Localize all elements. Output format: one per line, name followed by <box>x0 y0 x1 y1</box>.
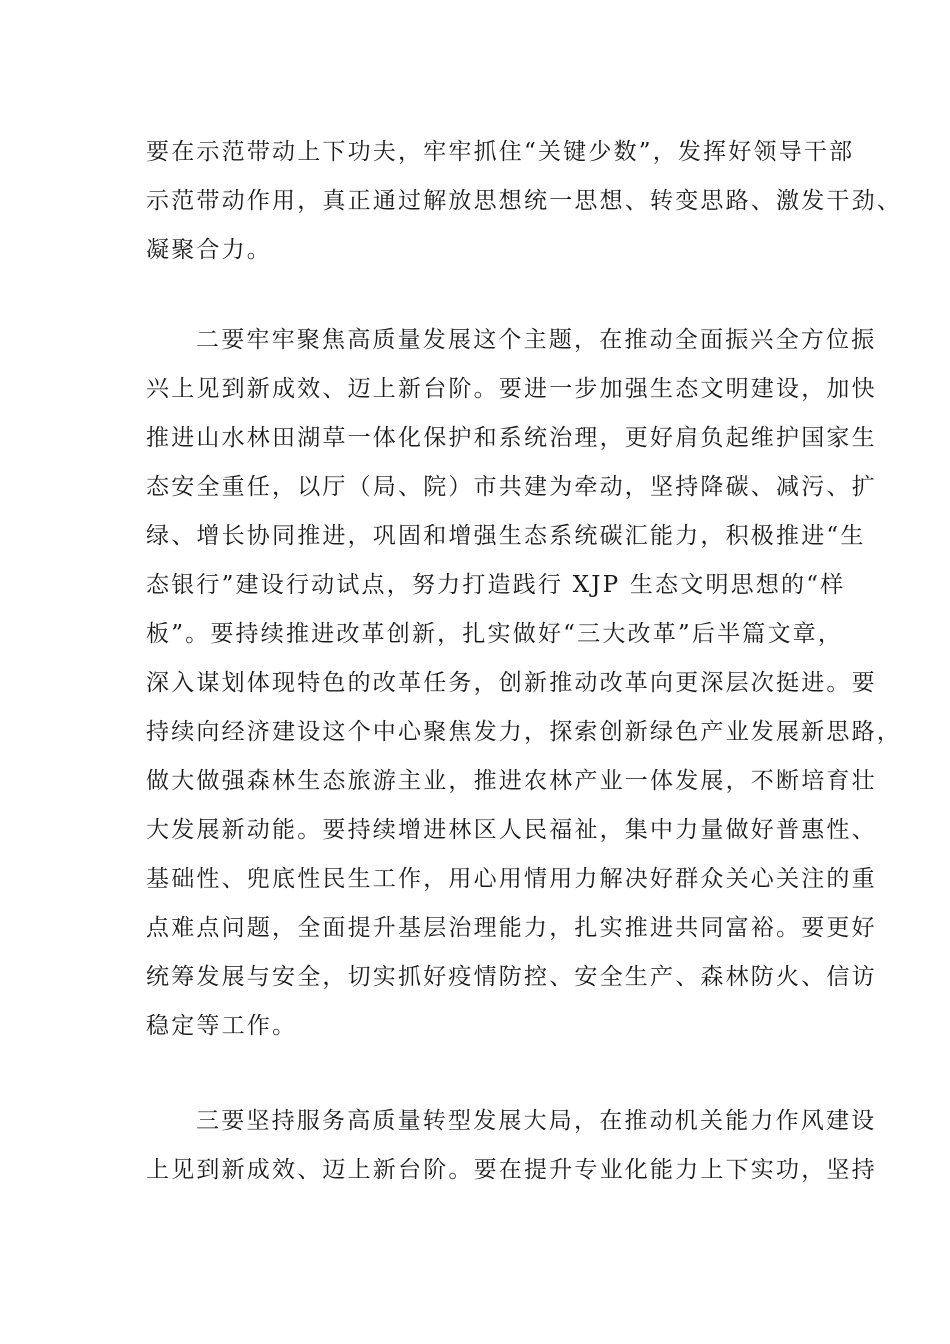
text-line: 态银行”建设行动试点，努力打造践行 XJP 生态文明思想的“样 <box>146 572 846 598</box>
text-line: 推进山水林田湖草一体化保护和系统治理，更好肩负起维护国家生 <box>146 425 877 451</box>
text-line: 示范带动作用，真正通过解放思想统一思想、转变思路、激发干劲、 <box>146 188 902 214</box>
text-line: 大发展新动能。要持续增进林区人民福祉，集中力量做好普惠性、 <box>146 817 877 843</box>
text-line: 二要牢牢聚焦高质量发展这个主题，在推动全面振兴全方位振 <box>196 327 877 353</box>
text-line: 持续向经济建设这个中心聚焦发力，探索创新绿色产业发展新思路， <box>146 719 902 745</box>
text-line: 深入谋划体现特色的改革任务，创新推动改革向更深层次挺进。要 <box>146 670 877 696</box>
text-line: 上见到新成效、迈上新台阶。要在提升专业化能力上下实功，坚持 <box>146 1157 877 1183</box>
text-line: 板”。要持续推进改革创新，扎实做好“三大改革”后半篇文章， <box>146 621 844 647</box>
text-line: 三要坚持服务高质量转型发展大局，在推动机关能力作风建设 <box>196 1108 877 1134</box>
text-line: 稳定等工作。 <box>146 1013 298 1039</box>
text-line: 基础性、兜底性民生工作，用心用情用力解决好群众关心关注的重 <box>146 866 877 892</box>
text-line: 点难点问题，全面提升基层治理能力，扎实推进共同富裕。要更好 <box>146 915 877 941</box>
text-line: 统筹发展与安全，切实抓好疫情防控、安全生产、森林防火、信访 <box>146 964 877 990</box>
text-line: 兴上见到新成效、迈上新台阶。要进一步加强生态文明建设，加快 <box>146 376 877 402</box>
text-line: 凝聚合力。 <box>146 237 272 263</box>
text-line: 绿、增长协同推进，巩固和增强生态系统碳汇能力，积极推进“生 <box>146 523 866 549</box>
text-line: 态安全重任，以厅（局、院）市共建为牵动，坚持降碳、减污、扩 <box>146 474 877 500</box>
text-line: 做大做强森林生态旅游主业，推进农林产业一体发展，不断培育壮 <box>146 768 877 794</box>
text-line: 要在示范带动上下功夫，牢牢抓住“关键少数”，发挥好领导干部 <box>146 139 855 165</box>
